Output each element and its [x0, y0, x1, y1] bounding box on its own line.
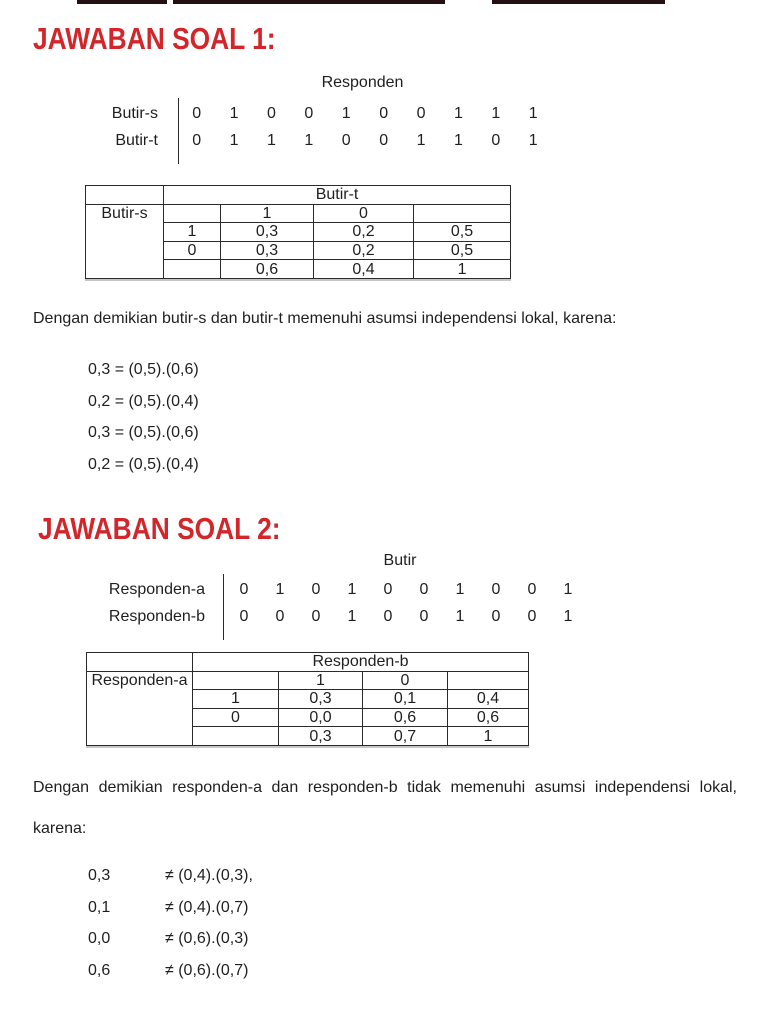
value-cell: 0 [419, 608, 429, 625]
row-header: 1 [164, 223, 221, 242]
cropped-heading-artifact [492, 0, 665, 4]
equation: 0,2 = (0,5).(0,4) [88, 455, 199, 473]
empty-cell [193, 671, 279, 690]
value-cell: 1 [491, 105, 501, 122]
inequality [88, 962, 253, 980]
row-header [164, 260, 221, 279]
col-header: 0 [314, 204, 414, 223]
contingency-table-butir [85, 185, 511, 279]
inequality-right: ≠ (0,6).(0,7) [165, 961, 249, 979]
row-values [178, 127, 552, 154]
value-cell: 0 [267, 105, 276, 122]
value-cell: 1 [347, 608, 357, 625]
sequence-row [0, 603, 586, 630]
row-header [193, 727, 279, 746]
value-cell: 1 [416, 132, 426, 149]
inequality [88, 899, 253, 917]
value-cell: 0 [379, 132, 389, 149]
table-cell: 0,3 [221, 241, 314, 260]
empty-cell [448, 671, 529, 690]
empty-cell [86, 186, 164, 205]
row-label: Butir-t [115, 132, 158, 149]
col-header: 1 [221, 204, 314, 223]
empty-cell [87, 653, 193, 672]
table-cell: 0,4 [448, 690, 529, 709]
table-cell: 0,4 [314, 260, 414, 279]
table-cell: 1 [414, 260, 511, 279]
row-header: 0 [164, 241, 221, 260]
table-cell: 0,3 [279, 727, 363, 746]
inequality [88, 930, 253, 948]
value-cell: 1 [453, 105, 463, 122]
col-header: 0 [363, 671, 448, 690]
table-top-label: Responden-b [193, 653, 529, 672]
row-values [178, 100, 552, 127]
value-cell: 0 [304, 105, 314, 122]
value-cell: 0 [419, 581, 429, 598]
cropped-heading-artifact [77, 0, 167, 4]
value-cell: 1 [304, 132, 314, 149]
value-cell: 0 [383, 608, 393, 625]
sequence2-table [0, 576, 586, 630]
table-cell: 1 [448, 727, 529, 746]
value-cell: 1 [267, 132, 276, 149]
row-values [223, 603, 586, 630]
value-cell: 0 [341, 132, 351, 149]
inequality-right: ≠ (0,4).(0,7) [165, 898, 249, 916]
section2-heading: JAWABAN SOAL 2: [38, 511, 281, 546]
empty-cell [414, 204, 511, 223]
inequality-block [88, 867, 253, 993]
inequality-right: ≠ (0,4).(0,3), [165, 867, 253, 884]
table-cell: 0,6 [448, 708, 529, 727]
value-cell: 1 [563, 581, 573, 598]
table-cell: 0,5 [414, 241, 511, 260]
row-values [223, 576, 586, 603]
value-cell: 1 [455, 608, 465, 625]
row-label: Responden-b [108, 608, 205, 625]
table-cell: 0,3 [221, 223, 314, 242]
col-header: 1 [279, 671, 363, 690]
sequence-row [0, 127, 552, 154]
value-cell: 0 [192, 105, 202, 122]
equation: 0,3 = (0,5).(0,6) [88, 361, 199, 378]
value-cell: 1 [341, 105, 351, 122]
row-header: 0 [193, 708, 279, 727]
equation: 0,2 = (0,5).(0,4) [88, 392, 199, 410]
inequality-left: 0,3 [88, 867, 111, 884]
value-cell: 0 [491, 608, 501, 625]
sequence-row [0, 576, 586, 603]
table-cell: 0,7 [363, 727, 448, 746]
value-cell: 1 [563, 608, 573, 625]
value-cell: 1 [528, 105, 538, 122]
contingency-table-responden [86, 652, 529, 746]
value-cell: 1 [229, 105, 239, 122]
vertical-rule [178, 98, 179, 164]
row-label: Butir-s [111, 105, 158, 122]
cropped-heading-artifact [173, 0, 445, 4]
sequence1-caption: Responden [321, 74, 404, 91]
inequality-left: 0,1 [88, 898, 111, 916]
table-cell: 0,5 [414, 223, 511, 242]
value-cell: 0 [527, 608, 537, 625]
row-header: 1 [193, 690, 279, 709]
value-cell: 0 [491, 132, 501, 149]
vertical-rule [223, 574, 224, 640]
table-cell: 0,6 [363, 708, 448, 727]
value-cell: 1 [455, 581, 465, 598]
value-cell: 0 [383, 581, 393, 598]
value-cell: 0 [192, 132, 202, 149]
value-cell: 0 [379, 105, 389, 122]
value-cell: 0 [416, 105, 426, 122]
value-cell: 0 [491, 581, 501, 598]
value-cell: 0 [239, 608, 249, 625]
table-top-label: Butir-t [164, 186, 511, 205]
inequality-left: 0,6 [88, 961, 111, 979]
sequence-row [0, 100, 552, 127]
table-cell: 0,2 [314, 241, 414, 260]
sequence1-table [0, 100, 552, 154]
value-cell: 1 [275, 581, 285, 598]
table-cell: 0,6 [221, 260, 314, 279]
table-cell: 0,2 [314, 223, 414, 242]
value-cell: 1 [229, 132, 239, 149]
equation-block [88, 361, 199, 487]
conclusion-paragraph: Dengan demikian butir-s dan butir-t memenuhi asumsi independensi lokal, karena: [33, 310, 617, 327]
inequality [88, 867, 253, 885]
table-cell: 0,1 [363, 690, 448, 709]
value-cell: 1 [347, 581, 357, 598]
table-cell: 0,0 [279, 708, 363, 727]
value-cell: 0 [311, 608, 321, 625]
inequality-left: 0,0 [88, 930, 111, 948]
equation: 0,3 = (0,5).(0,6) [88, 424, 199, 442]
sequence2-caption: Butir [383, 552, 417, 569]
empty-cell [164, 204, 221, 223]
table-corner-label: Responden-a [87, 671, 193, 745]
conclusion-paragraph-line1: Dengan demikian responden-a dan responden-b tidak memenuhi asumsi independensi lokal, [33, 779, 737, 796]
value-cell: 0 [527, 581, 537, 598]
inequality-right: ≠ (0,6).(0,3) [165, 930, 249, 948]
value-cell: 0 [311, 581, 321, 598]
table-corner-label: Butir-s [86, 204, 164, 278]
value-cell: 1 [453, 132, 463, 149]
value-cell: 0 [275, 608, 285, 625]
value-cell: 1 [528, 132, 538, 149]
value-cell: 0 [239, 581, 249, 598]
section1-heading: JAWABAN SOAL 1: [33, 21, 276, 56]
table-cell: 0,3 [279, 690, 363, 709]
row-label: Responden-a [108, 581, 205, 598]
conclusion-paragraph-line2: karena: [33, 820, 87, 837]
